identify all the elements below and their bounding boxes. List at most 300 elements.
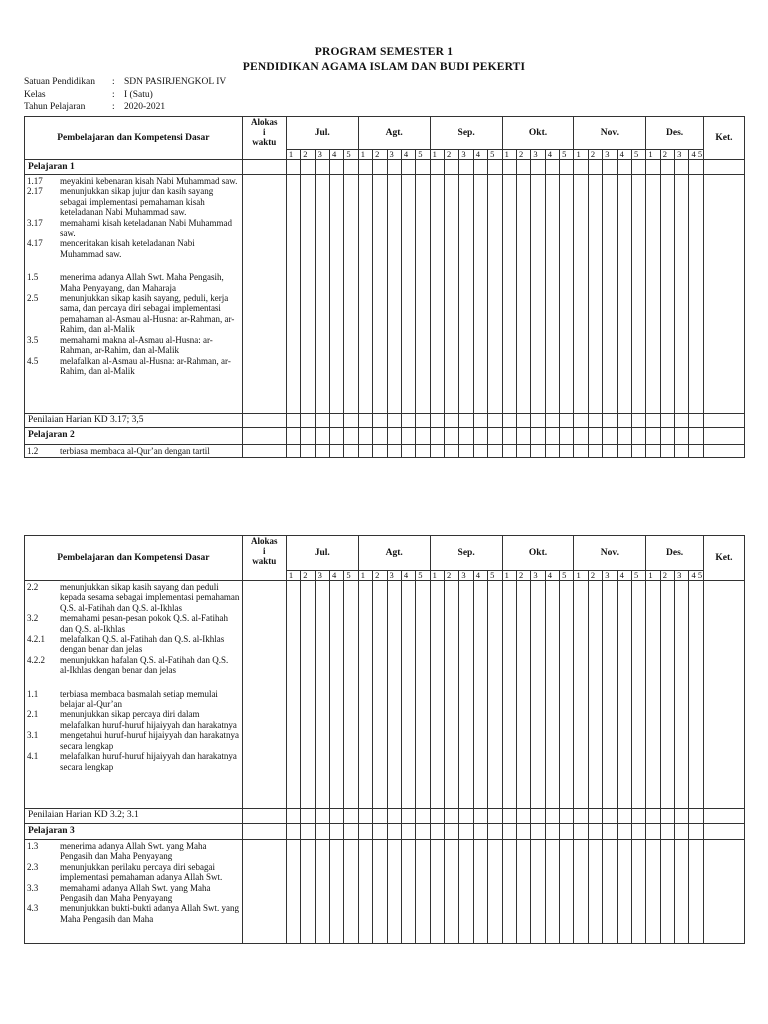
alokasi-cell — [242, 445, 286, 458]
kd-code: 2.2 — [27, 582, 39, 592]
kd-text: menunjukkan sikap jujur dan kasih sayang sebagai implementasi pemahaman kisah keteladanan Nabi Muhammad saw. — [60, 186, 214, 218]
week-cell — [344, 809, 358, 824]
week-cell — [531, 175, 545, 414]
kd-text: memahami makna al-Asmau al-Husna: ar-Rahman, ar-Rahim, dan al-Malik — [60, 334, 213, 356]
week-cell — [617, 824, 631, 840]
week-cell — [387, 428, 401, 445]
alokasi-cell — [242, 160, 286, 175]
week-cell — [531, 824, 545, 840]
week-cell — [445, 445, 459, 458]
kd-code: 1.3 — [27, 841, 39, 851]
week-cell — [459, 824, 473, 840]
week-cell — [286, 414, 300, 428]
kd-item — [25, 634, 242, 655]
week-cell — [631, 414, 645, 428]
ket-cell — [703, 414, 744, 428]
week-cell — [545, 428, 559, 445]
ket-cell — [703, 160, 744, 175]
week-cell — [574, 160, 588, 175]
week-number: 1 — [286, 150, 300, 160]
kd-text: meyakini kebenaran kisah Nabi Muhammad saw. — [60, 176, 238, 186]
week-cell — [574, 809, 588, 824]
week-cell — [560, 428, 574, 445]
table-header-row — [25, 117, 745, 150]
kd-code: 4.1 — [27, 751, 39, 762]
week-number: 1 — [574, 150, 588, 160]
week-cell — [358, 428, 372, 445]
week-cell — [488, 160, 502, 175]
week-cell — [560, 809, 574, 824]
week-cell — [689, 175, 703, 414]
week-cell — [473, 160, 487, 175]
week-cell — [358, 445, 372, 458]
week-number: 4 — [545, 571, 559, 581]
alokasi-column-header — [242, 117, 286, 160]
week-number: 3 — [387, 150, 401, 160]
week-number: 3 — [387, 571, 401, 581]
kd-list — [25, 445, 243, 458]
week-number: 3 — [675, 150, 689, 160]
week-cell — [488, 840, 502, 944]
week-cell — [416, 824, 430, 840]
week-cell — [373, 445, 387, 458]
week-number: 4 — [329, 571, 343, 581]
week-cell — [344, 840, 358, 944]
week-cell — [387, 445, 401, 458]
month-header-agt: Agt. — [358, 536, 430, 571]
week-number: 3 — [603, 571, 617, 581]
week-cell — [301, 581, 315, 809]
week-number: 5 — [488, 571, 502, 581]
kd-text: menunjukkan perilaku percaya diri sebagai implementasi pemahaman adanya Allah Swt. — [60, 861, 223, 883]
week-cell — [315, 428, 329, 445]
kd-code: 3.3 — [27, 882, 39, 893]
week-cell — [459, 581, 473, 809]
alokasi-line: Alokas — [251, 117, 278, 127]
week-cell — [502, 175, 516, 414]
week-cell — [329, 445, 343, 458]
week-cell — [516, 840, 530, 944]
week-cell — [531, 809, 545, 824]
week-cell — [301, 175, 315, 414]
week-number: 3 — [675, 571, 689, 581]
week-cell — [588, 175, 602, 414]
ket-cell — [703, 840, 744, 944]
week-cell — [315, 840, 329, 944]
alokasi-cell — [242, 809, 286, 824]
ket-cell — [703, 175, 744, 414]
kd-code: 3.1 — [27, 730, 39, 741]
week-cell — [560, 824, 574, 840]
meta-value: I (Satu) — [124, 89, 153, 100]
week-cell — [401, 160, 415, 175]
week-cell — [301, 428, 315, 445]
kd-code: 2.1 — [27, 709, 39, 720]
week-cell — [631, 809, 645, 824]
week-cell — [430, 445, 444, 458]
kd-text: menunjukkan sikap kasih sayang dan peduli kepada sesama sebagai implementasi pemahaman Q.S. al-Fatihah dan Q.S. al-Ikhlas — [60, 582, 240, 613]
kd-item — [25, 176, 242, 186]
week-cell — [502, 809, 516, 824]
kd-code: 3.2 — [27, 613, 39, 624]
week-cell — [646, 809, 660, 824]
week-cell — [516, 160, 530, 175]
week-cell — [445, 581, 459, 809]
week-cell — [588, 414, 602, 428]
kd-text: menunjukkan hafalan Q.S. al-Fatihah dan Q.S. al-Ikhlas dengan benar dan jelas — [60, 654, 229, 676]
week-cell — [430, 809, 444, 824]
alokasi-line: i — [263, 546, 266, 556]
week-number: 4 — [617, 571, 631, 581]
kd-text: terbiasa membaca basmalah setiap memulai belajar al-Qur’an — [60, 688, 218, 710]
week-cell — [588, 809, 602, 824]
page-title: PROGRAM SEMESTER 1 — [314, 46, 454, 58]
week-cell — [445, 428, 459, 445]
week-cell — [473, 824, 487, 840]
week-number: 4 — [401, 571, 415, 581]
kd-item — [25, 218, 242, 239]
week-cell — [603, 414, 617, 428]
week-cell — [660, 445, 674, 458]
week-number: 5 — [488, 150, 502, 160]
week-cell — [660, 840, 674, 944]
week-cell — [344, 160, 358, 175]
week-cell — [646, 840, 660, 944]
week-cell — [617, 445, 631, 458]
week-cell — [430, 160, 444, 175]
month-header-okt: Okt. — [502, 536, 574, 571]
ket-cell — [703, 428, 744, 445]
week-cell — [617, 809, 631, 824]
week-number: 3 — [459, 571, 473, 581]
spacer — [25, 259, 242, 272]
week-cell — [646, 175, 660, 414]
week-number: 1 — [358, 150, 372, 160]
week-cell — [387, 160, 401, 175]
week-cell — [617, 160, 631, 175]
week-number: 5 — [416, 150, 430, 160]
week-cell — [373, 809, 387, 824]
week-cell — [459, 175, 473, 414]
week-cell — [315, 160, 329, 175]
week-cell — [286, 824, 300, 840]
meta-row-tahun — [24, 101, 226, 114]
week-cell — [373, 160, 387, 175]
week-number: 4 — [473, 150, 487, 160]
week-cell — [631, 428, 645, 445]
week-cell — [675, 414, 689, 428]
week-cell — [574, 581, 588, 809]
ket-cell — [703, 809, 744, 824]
week-cell — [560, 175, 574, 414]
kd-text: menunjukkan sikap percaya diri dalam melafalkan huruf-huruf hijaiyyah dan harakatnya — [60, 709, 237, 730]
week-cell — [531, 428, 545, 445]
assessment-row — [25, 809, 745, 824]
week-number: 2 — [373, 150, 387, 160]
assessment-row — [25, 414, 745, 428]
week-cell — [631, 824, 645, 840]
ket-cell — [703, 824, 744, 840]
meta-row-satuan — [24, 76, 226, 89]
kd-code: 4.5 — [27, 355, 39, 366]
week-number: 2 — [445, 571, 459, 581]
week-cell — [545, 445, 559, 458]
week-cell — [545, 824, 559, 840]
week-number: 2 — [301, 571, 315, 581]
kd-item — [25, 862, 242, 883]
week-cell — [358, 824, 372, 840]
meta-separator: : — [112, 102, 115, 112]
kd-text: memahami kisah keteladanan Nabi Muhammad saw. — [60, 217, 232, 239]
week-cell — [301, 824, 315, 840]
week-number: 5 — [416, 571, 430, 581]
week-cell — [646, 581, 660, 809]
week-cell — [315, 824, 329, 840]
week-number: 1 — [286, 571, 300, 581]
week-cell — [675, 428, 689, 445]
week-number: 5 — [344, 571, 358, 581]
week-cell — [560, 581, 574, 809]
week-cell — [531, 414, 545, 428]
week-cell — [689, 824, 703, 840]
week-cell — [401, 428, 415, 445]
week-cell — [488, 414, 502, 428]
week-cell — [660, 428, 674, 445]
meta-value: 2020-2021 — [124, 102, 166, 112]
week-cell — [344, 175, 358, 414]
week-number: 4 5 — [689, 150, 703, 160]
alokasi-line: waktu — [252, 556, 277, 566]
week-number: 2 — [445, 150, 459, 160]
week-cell — [430, 824, 444, 840]
week-cell — [689, 581, 703, 809]
week-cell — [344, 445, 358, 458]
week-cell — [574, 445, 588, 458]
meta-label: Satuan Pendidikan — [24, 77, 95, 87]
kd-item — [25, 730, 242, 751]
week-cell — [387, 414, 401, 428]
week-cell — [301, 414, 315, 428]
month-header-nov: Nov. — [574, 117, 646, 150]
week-cell — [502, 414, 516, 428]
week-cell — [373, 175, 387, 414]
week-cell — [603, 428, 617, 445]
alokasi-cell — [242, 581, 286, 809]
alokasi-column-header — [242, 536, 286, 581]
kd-item — [25, 335, 242, 356]
kd-code: 1.2 — [27, 446, 39, 456]
week-cell — [286, 809, 300, 824]
kd-code: 4.2.2 — [27, 654, 45, 665]
kd-item — [25, 689, 242, 710]
kd-block-row — [25, 581, 745, 809]
week-cell — [545, 840, 559, 944]
week-number: 1 — [646, 571, 660, 581]
kd-code: 1.1 — [27, 688, 39, 699]
week-cell — [675, 175, 689, 414]
week-cell — [617, 581, 631, 809]
spacer — [25, 676, 242, 689]
week-cell — [603, 581, 617, 809]
week-cell — [286, 581, 300, 809]
week-cell — [329, 809, 343, 824]
kd-code: 1.5 — [27, 272, 39, 283]
week-number: 2 — [516, 150, 530, 160]
week-cell — [301, 809, 315, 824]
week-cell — [401, 809, 415, 824]
alokasi-cell — [242, 175, 286, 414]
section-title: Pelajaran 3 — [25, 824, 243, 840]
week-cell — [560, 414, 574, 428]
week-cell — [387, 809, 401, 824]
kd-list — [25, 581, 243, 809]
week-cell — [445, 840, 459, 944]
week-cell — [358, 175, 372, 414]
week-cell — [329, 175, 343, 414]
kd-block-row — [25, 840, 745, 944]
month-header-okt: Okt. — [502, 117, 574, 150]
kd-text: menerima adanya Allah Swt. Maha Pengasih, Maha Penyayang, dan Maharaja — [60, 272, 224, 293]
week-cell — [416, 414, 430, 428]
kd-code: 1.17 — [27, 176, 43, 186]
month-header-sep: Sep. — [430, 536, 502, 571]
week-cell — [660, 581, 674, 809]
week-cell — [387, 581, 401, 809]
kd-block-row — [25, 175, 745, 414]
week-cell — [344, 824, 358, 840]
week-cell — [344, 414, 358, 428]
week-cell — [545, 160, 559, 175]
week-cell — [574, 840, 588, 944]
ket-cell — [703, 445, 744, 458]
meta-separator: : — [112, 77, 115, 87]
section-title: Pelajaran 2 — [25, 428, 243, 445]
week-cell — [675, 160, 689, 175]
week-cell — [401, 414, 415, 428]
kd-code: 2.17 — [27, 186, 43, 197]
week-cell — [588, 445, 602, 458]
week-cell — [588, 160, 602, 175]
week-number: 4 — [545, 150, 559, 160]
alokasi-line: Alokas — [251, 536, 278, 546]
week-cell — [675, 581, 689, 809]
month-header-des: Des. — [646, 536, 704, 571]
month-header-jul: Jul. — [286, 536, 358, 571]
week-cell — [473, 840, 487, 944]
kd-text: mengetahui huruf-huruf hijaiyyah dan harakatnya secara lengkap — [60, 730, 239, 751]
week-number: 2 — [373, 571, 387, 581]
week-number: 4 — [401, 150, 415, 160]
kd-item — [25, 356, 242, 377]
week-number: 4 5 — [689, 571, 703, 581]
week-cell — [603, 175, 617, 414]
week-cell — [588, 840, 602, 944]
week-cell — [373, 581, 387, 809]
week-number: 5 — [344, 150, 358, 160]
week-number: 4 — [617, 150, 631, 160]
week-cell — [545, 581, 559, 809]
week-number: 2 — [301, 150, 315, 160]
week-cell — [358, 414, 372, 428]
week-cell — [416, 160, 430, 175]
week-cell — [445, 160, 459, 175]
week-cell — [445, 824, 459, 840]
week-cell — [373, 428, 387, 445]
week-number: 3 — [459, 150, 473, 160]
alokasi-cell — [242, 824, 286, 840]
week-cell — [617, 428, 631, 445]
kd-item — [25, 709, 242, 730]
meta-label: Tahun Pelajaran — [24, 102, 86, 112]
week-cell — [301, 160, 315, 175]
week-cell — [401, 840, 415, 944]
week-number: 5 — [560, 150, 574, 160]
week-cell — [516, 175, 530, 414]
week-cell — [488, 581, 502, 809]
week-number: 1 — [358, 571, 372, 581]
week-cell — [574, 414, 588, 428]
week-cell — [689, 414, 703, 428]
week-cell — [516, 414, 530, 428]
week-cell — [459, 160, 473, 175]
week-cell — [603, 824, 617, 840]
week-cell — [488, 175, 502, 414]
week-cell — [502, 445, 516, 458]
week-cell — [617, 414, 631, 428]
week-cell — [401, 824, 415, 840]
kd-text: melafalkan al-Asmau al-Husna: ar-Rahman, ar-Rahim, dan al-Malik — [60, 355, 231, 376]
week-cell — [617, 175, 631, 414]
week-cell — [502, 581, 516, 809]
week-cell — [603, 445, 617, 458]
week-cell — [545, 809, 559, 824]
page-subtitle: PENDIDIKAN AGAMA ISLAM DAN BUDI PEKERTI — [242, 61, 526, 73]
kd-text: melafalkan Q.S. al-Fatihah dan Q.S. al-Ikhlas dengan benar dan jelas — [60, 634, 225, 655]
week-cell — [588, 824, 602, 840]
week-cell — [531, 840, 545, 944]
week-cell — [445, 809, 459, 824]
section-row — [25, 428, 745, 445]
section-row — [25, 160, 745, 175]
kd-item — [25, 272, 242, 293]
week-cell — [646, 428, 660, 445]
week-cell — [358, 581, 372, 809]
week-cell — [588, 581, 602, 809]
week-cell — [603, 160, 617, 175]
week-cell — [660, 160, 674, 175]
week-cell — [430, 840, 444, 944]
kd-block-row — [25, 445, 745, 458]
month-header-sep: Sep. — [430, 117, 502, 150]
alokasi-cell — [242, 840, 286, 944]
kd-text: memahami pesan-pesan pokok Q.S. al-Fatihah dan Q.S. al-Ikhlas — [60, 613, 228, 634]
week-cell — [488, 809, 502, 824]
week-cell — [416, 581, 430, 809]
kd-item — [25, 238, 242, 259]
week-cell — [516, 824, 530, 840]
week-cell — [646, 414, 660, 428]
week-cell — [430, 175, 444, 414]
week-cell — [473, 809, 487, 824]
alokasi-cell — [242, 414, 286, 428]
week-cell — [315, 809, 329, 824]
week-cell — [401, 445, 415, 458]
week-cell — [473, 414, 487, 428]
week-cell — [315, 414, 329, 428]
week-number: 1 — [502, 150, 516, 160]
week-cell — [445, 414, 459, 428]
week-cell — [531, 160, 545, 175]
